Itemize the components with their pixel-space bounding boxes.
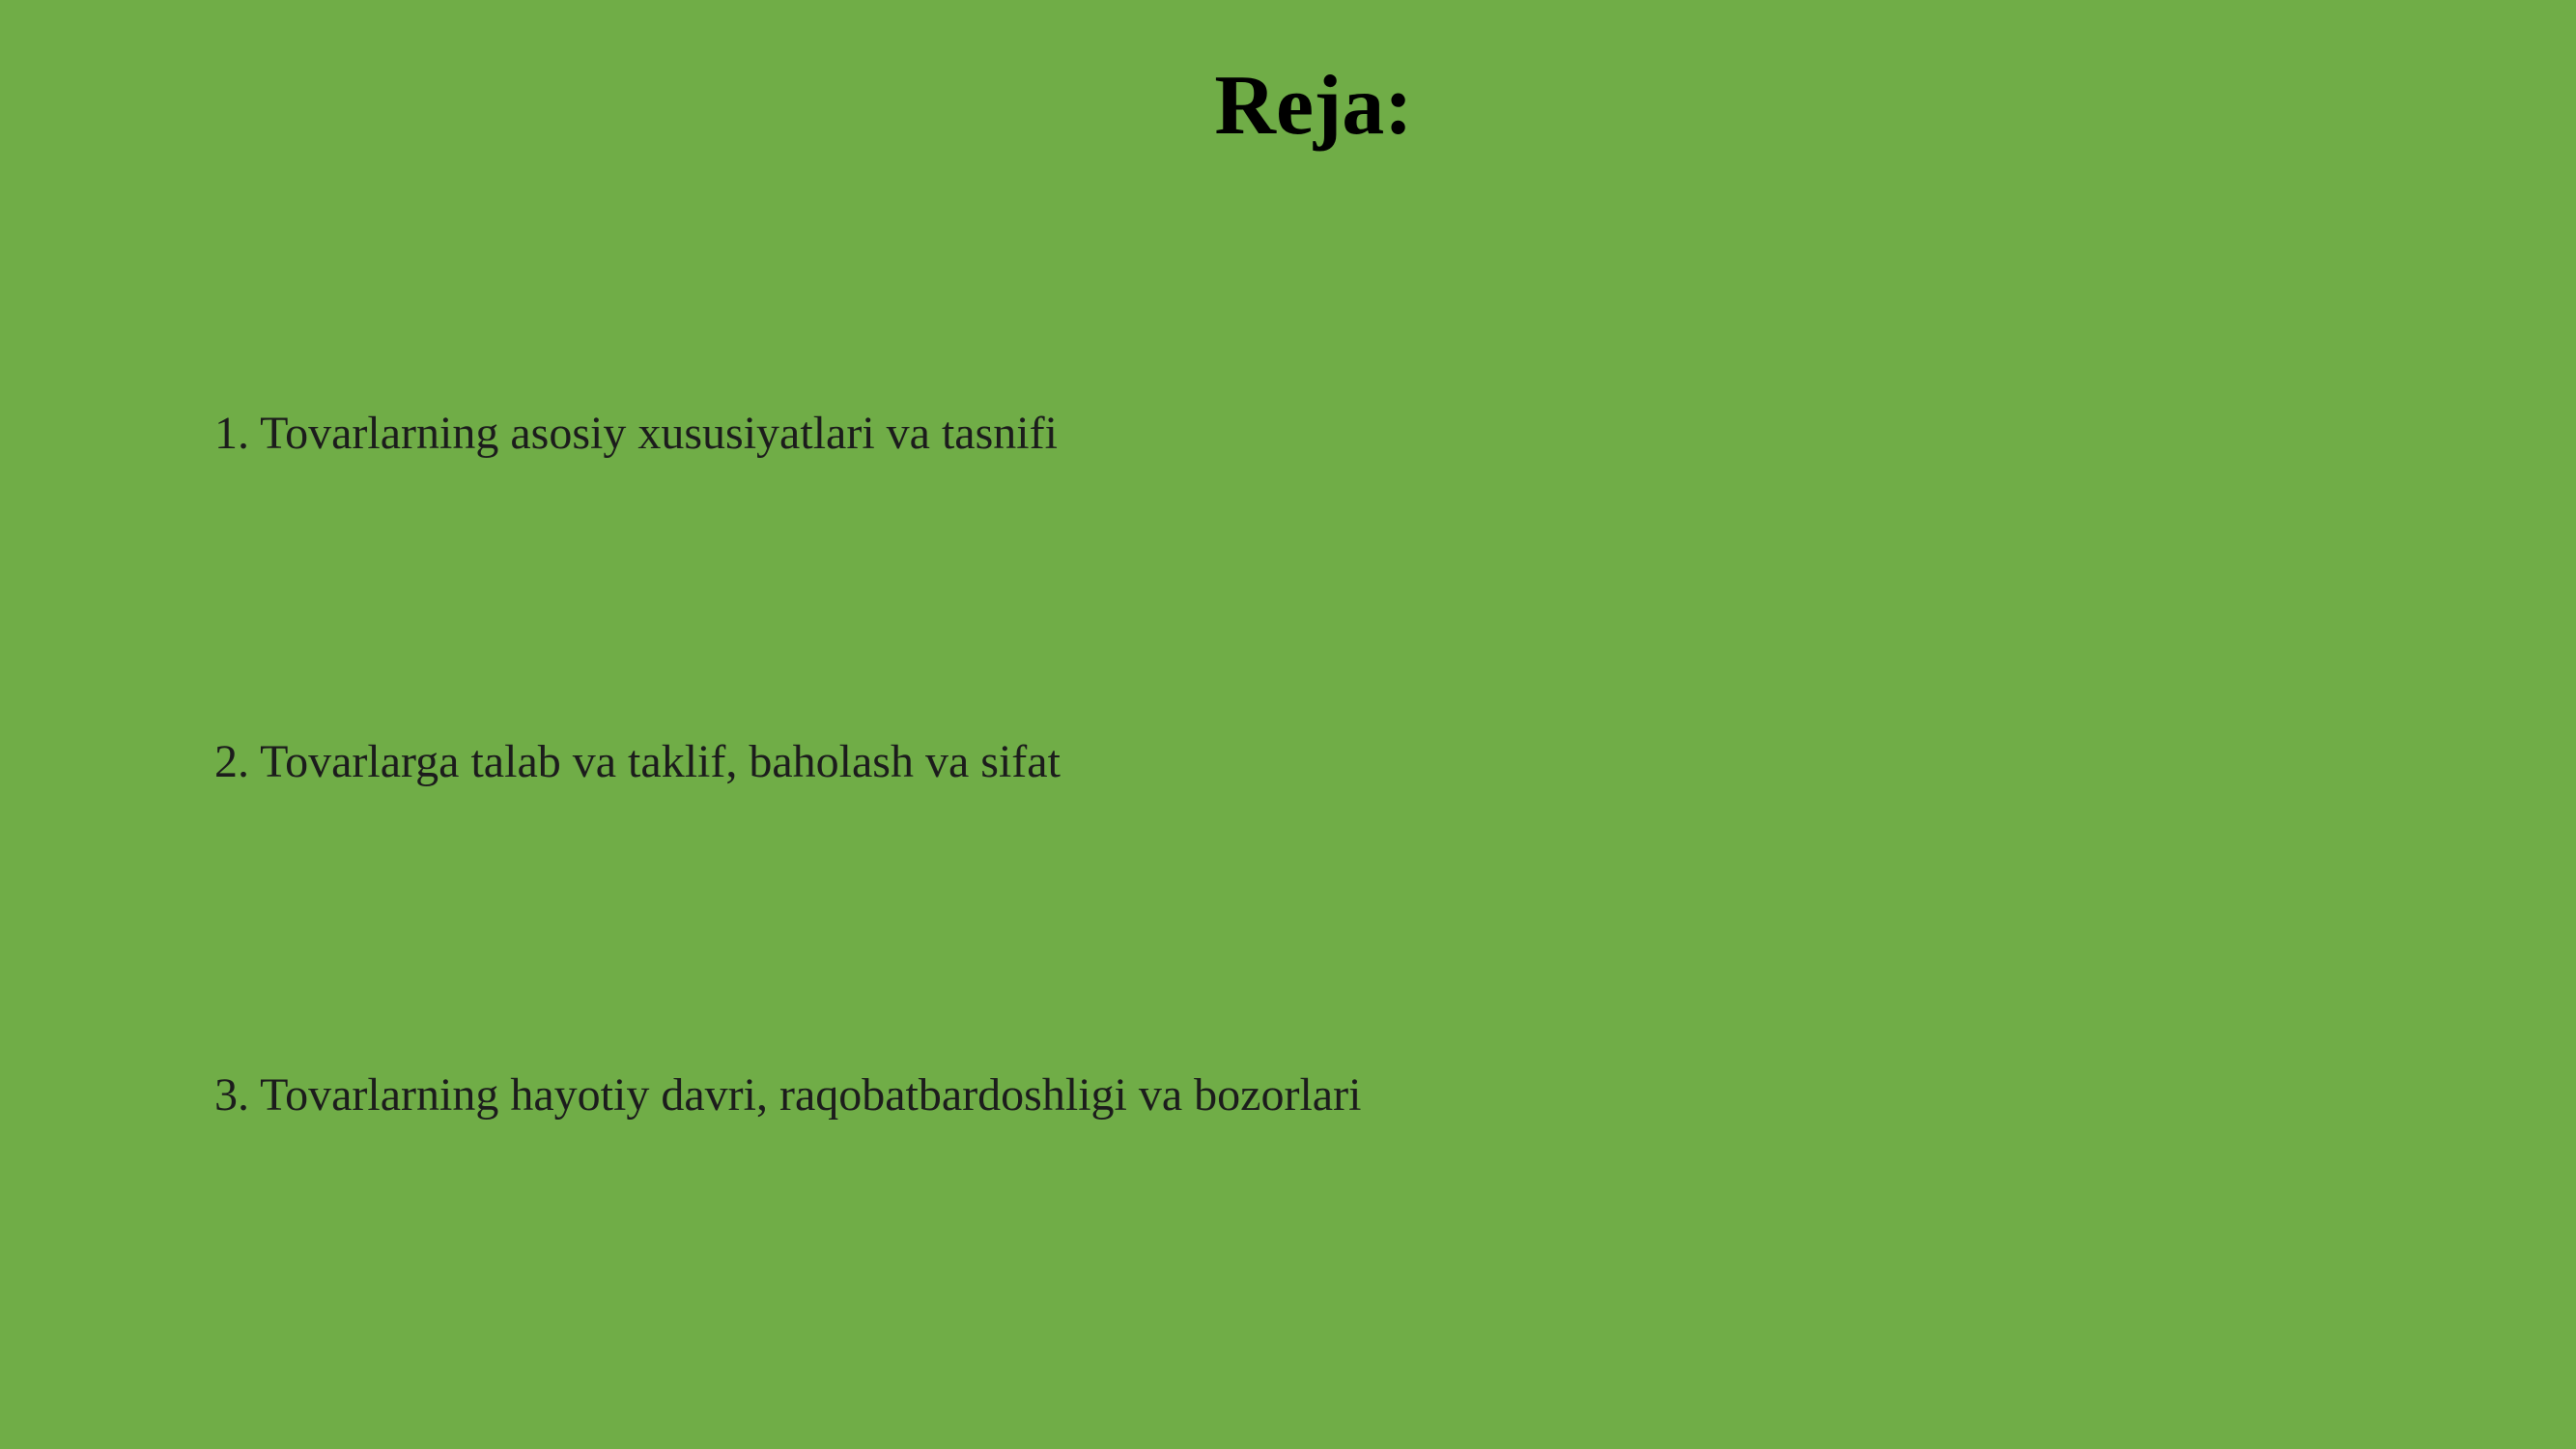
plan-item-2	[214, 734, 1061, 790]
plan-item-number: 3.	[214, 1069, 249, 1121]
plan-item-3	[214, 1067, 1361, 1123]
plan-item-number: 2.	[214, 736, 249, 787]
plan-item-text: Tovarlarning asosiy xususiyatlari va tasnifi	[260, 408, 1058, 459]
plan-item-text: Tovarlarga talab va taklif, baholash va sifat	[260, 736, 1061, 787]
slide-title: Reja:	[1214, 59, 1413, 153]
plan-item-number: 1.	[214, 408, 249, 459]
plan-item-1	[214, 406, 1058, 462]
plan-item-text: Tovarlarning hayotiy davri, raqobatbardoshligi va bozorlari	[260, 1069, 1362, 1121]
